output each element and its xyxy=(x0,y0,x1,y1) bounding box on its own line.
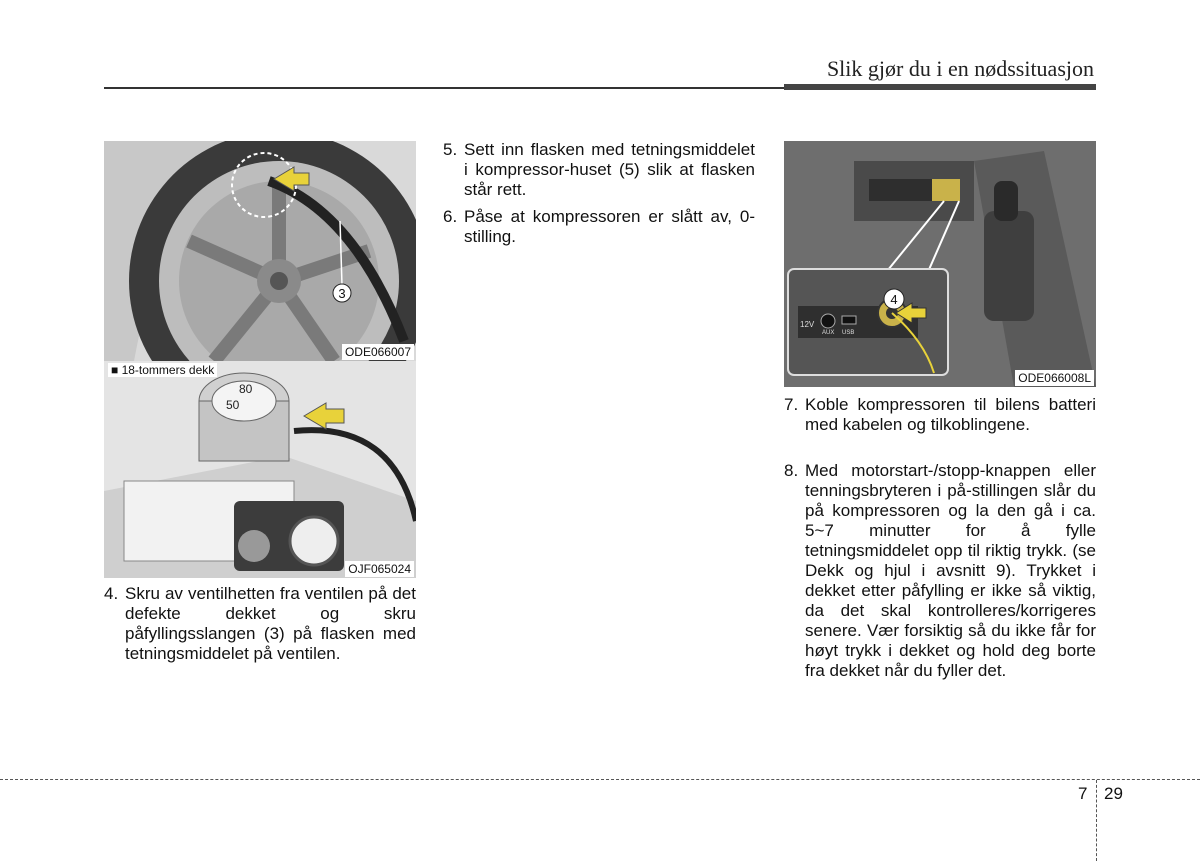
step-7 xyxy=(784,395,1096,435)
step-text: Koble kompressoren til bilens batteri med kabelen og tilkoblingene. xyxy=(805,395,1096,434)
gauge-value-bottom: 50 xyxy=(226,398,240,412)
step-text: Skru av ventilhetten fra ventilen på det defekte dekket og skru påfyllingsslangen (3) på flasken med tetningsmiddelet på ventilen. xyxy=(125,584,416,663)
figure-compressor-kit xyxy=(104,361,416,578)
panel-label-usb: USB xyxy=(842,330,855,336)
figure-code-kit: OJF065024 xyxy=(345,561,414,577)
step-number: 5. xyxy=(443,140,458,159)
figure-code-wheel: ODE066007 xyxy=(342,344,414,360)
page-number: 29 xyxy=(1104,784,1123,803)
figure-wheel-hose xyxy=(104,141,416,361)
header-rule-accent xyxy=(784,84,1096,90)
callout-3: 3 xyxy=(338,286,346,301)
chapter-number: 7 xyxy=(1078,784,1088,803)
step-4 xyxy=(104,584,416,664)
step-number: 8. xyxy=(784,461,799,480)
step-number: 4. xyxy=(104,584,119,603)
figure-code-console: ODE066008L xyxy=(1015,370,1094,386)
step-5 xyxy=(443,140,755,200)
panel-label-aux: AUX xyxy=(822,330,835,336)
step-text: Påse at kompressoren er slått av, 0-stilling. xyxy=(464,207,755,246)
step-text: Sett inn flasken med tetningsmiddelet i kompressor-huset (5) slik at flasken står rett. xyxy=(464,140,755,199)
step-8 xyxy=(784,461,1096,681)
page-header-title: Slik gjør du i en nødssituasjon xyxy=(826,56,1094,81)
step-number: 7. xyxy=(784,395,799,414)
footer-dashed-rule xyxy=(0,779,1200,780)
figure-caption-kit: ■ 18-tommers dekk xyxy=(108,363,217,377)
step-text: Med motorstart-/stopp-knappen eller tenningsbryteren i på-stillingen slår du på kompressoren og la den gå i ca. 5~7 minutter for å fylle tetningsmiddelet opp til riktig trykk. (se Dekk og hjul i avsnitt 9). Trykket i dekket etter påfylling er ikke så viktig, da det skal kontrolleres/korrigeres senere. Vær forsiktig så du ikke får for høyt trykk i dekket og hold deg borte fra dekket når du fyller det. xyxy=(805,461,1096,680)
gauge-value-top: 80 xyxy=(239,382,253,396)
step-number: 6. xyxy=(443,207,458,226)
footer-dashed-divider xyxy=(1096,780,1097,861)
console-illustration xyxy=(784,141,1096,387)
figure-console-outlet xyxy=(784,141,1096,387)
panel-label-12v: 12V xyxy=(800,320,815,329)
wheel-illustration xyxy=(104,141,416,361)
callout-4: 4 xyxy=(890,292,898,307)
kit-illustration xyxy=(104,361,416,578)
step-6 xyxy=(443,207,755,247)
